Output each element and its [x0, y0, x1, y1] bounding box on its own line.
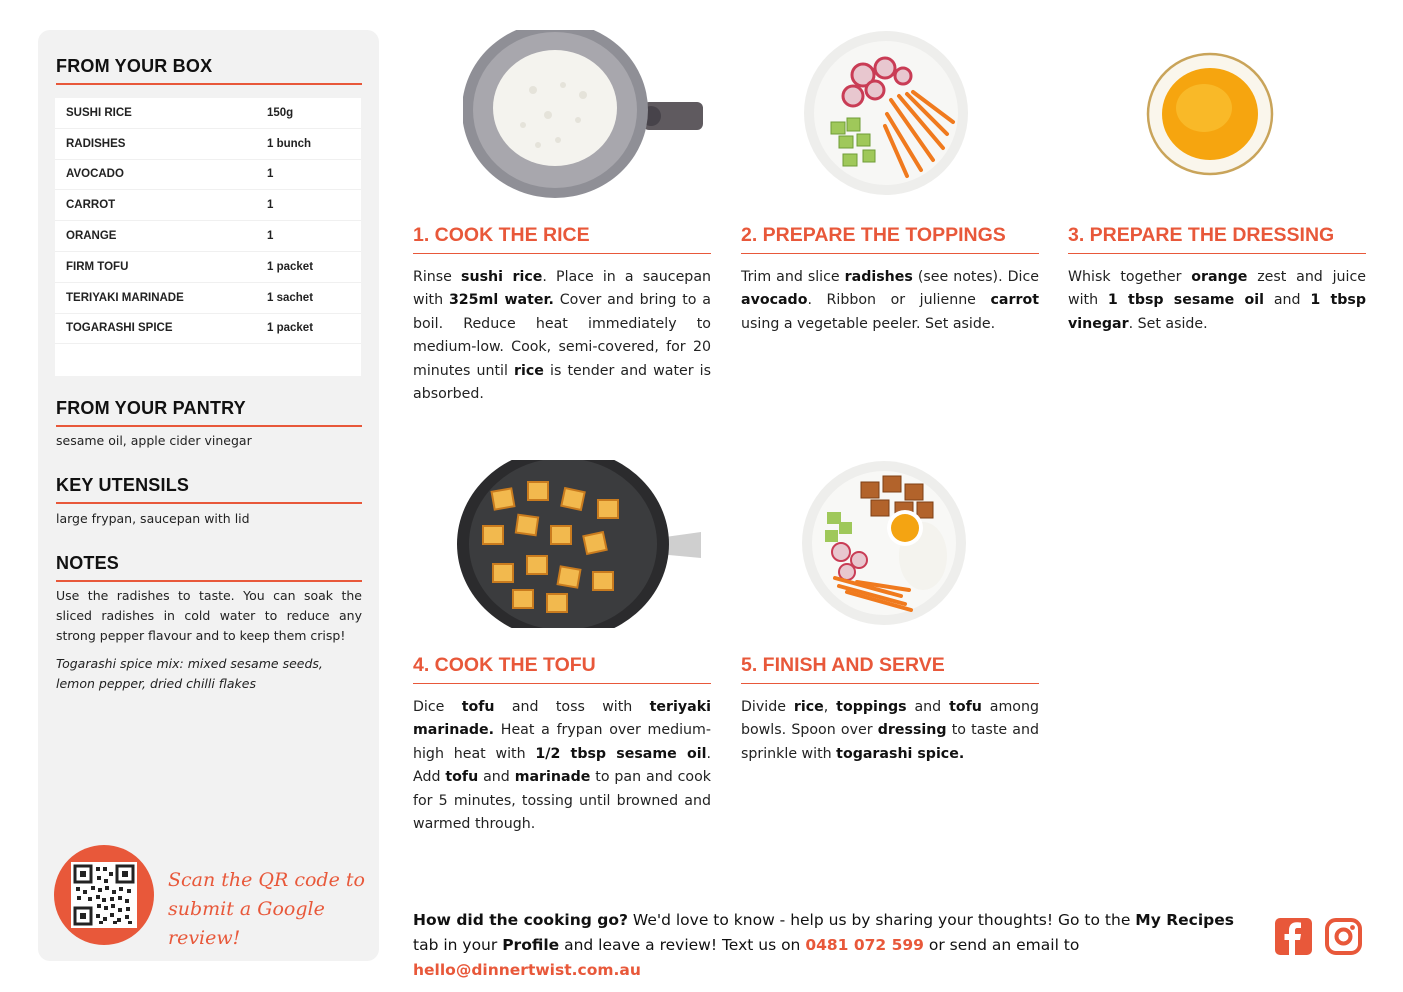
table-row: RADISHES 1 bunch	[55, 129, 361, 160]
box-ingredients-table	[55, 98, 361, 376]
facebook-icon[interactable]	[1275, 918, 1312, 955]
table-row: ORANGE 1	[55, 221, 361, 252]
utensils-title: KEY UTENSILS	[56, 475, 362, 504]
instagram-icon[interactable]	[1325, 918, 1362, 955]
rice-saucepan-photo	[463, 30, 703, 198]
tofu-frypan-photo	[453, 460, 703, 628]
toppings-plate-photo	[803, 30, 969, 196]
step-2-title: 2. PREPARE THE TOPPINGS	[741, 224, 1039, 254]
notes-title: NOTES	[56, 553, 362, 582]
step-4-text: Dice tofu and toss with teriyaki marinade. Heat a frypan over medium-high heat with 1/2 tbsp sesame oil. Add tofu and marinade to pan and cook for 5 minutes, tossing until browned and warmed through.	[413, 699, 712, 833]
notes-italic: Togarashi spice mix: mixed sesame seeds, lemon pepper, dried chilli flakes	[56, 656, 323, 691]
table-row: FIRM TOFU 1 packet	[55, 252, 361, 283]
review-footer: How did the cooking go? We'd love to know - help us by sharing your thoughts! Go to the My Recipes tab in your Profile and leave a review! Text us on 0481 072 599 or send an email to hello@dinnertwist.com.au	[413, 911, 1234, 979]
table-row: AVOCADO 1	[55, 160, 361, 191]
notes-text: Use the radishes to taste. You can soak the sliced radishes in cold water to reduce any strong pepper flavour and to keep them crisp!	[56, 588, 362, 643]
step-3-text: Whisk together orange zest and juice with 1 tbsp sesame oil and 1 tbsp vinegar. Set aside.	[1068, 269, 1366, 332]
finished-bowl-photo	[801, 460, 967, 626]
step-1-title: 1. COOK THE RICE	[413, 224, 711, 254]
pantry-text: sesame oil, apple cider vinegar	[56, 433, 252, 448]
table-row: TERIYAKI MARINADE 1 sachet	[55, 283, 361, 314]
qr-caption: Scan the QR code to submit a Google review!	[168, 869, 365, 949]
from-your-box-title: FROM YOUR BOX	[56, 56, 362, 85]
table-row: SUSHI RICE 150g	[55, 98, 361, 129]
step-1-text: Rinse sushi rice. Place in a saucepan with 325ml water. Cover and bring to a boil. Reduce heat immediately to medium-low. Cook, semi-covered, for 20 minutes until rice is tender and water is absorbed.	[413, 269, 712, 403]
qr-code-icon[interactable]	[71, 862, 137, 928]
step-3-title: 3. PREPARE THE DRESSING	[1068, 224, 1366, 254]
step-4-title: 4. COOK THE TOFU	[413, 654, 711, 684]
email-link[interactable]: hello@dinnertwist.com.au	[413, 961, 641, 979]
step-2-text: Trim and slice radishes (see notes). Dice avocado. Ribbon or julienne carrot using a vegetable peeler. Set aside.	[741, 269, 1039, 332]
qr-badge[interactable]	[54, 845, 154, 945]
phone-link[interactable]: 0481 072 599	[805, 936, 924, 954]
dressing-bowl-photo	[1146, 52, 1274, 176]
ingredients-sidebar	[38, 30, 379, 961]
step-5-text: Divide rice, toppings and tofu among bowls. Spoon over dressing to taste and sprinkle with togarashi spice.	[741, 699, 1039, 762]
table-row: TOGARASHI SPICE 1 packet	[55, 314, 361, 345]
step-5-title: 5. FINISH AND SERVE	[741, 654, 1039, 684]
pantry-title: FROM YOUR PANTRY	[56, 398, 362, 427]
table-row: CARROT 1	[55, 190, 361, 221]
utensils-text: large frypan, saucepan with lid	[56, 511, 250, 526]
